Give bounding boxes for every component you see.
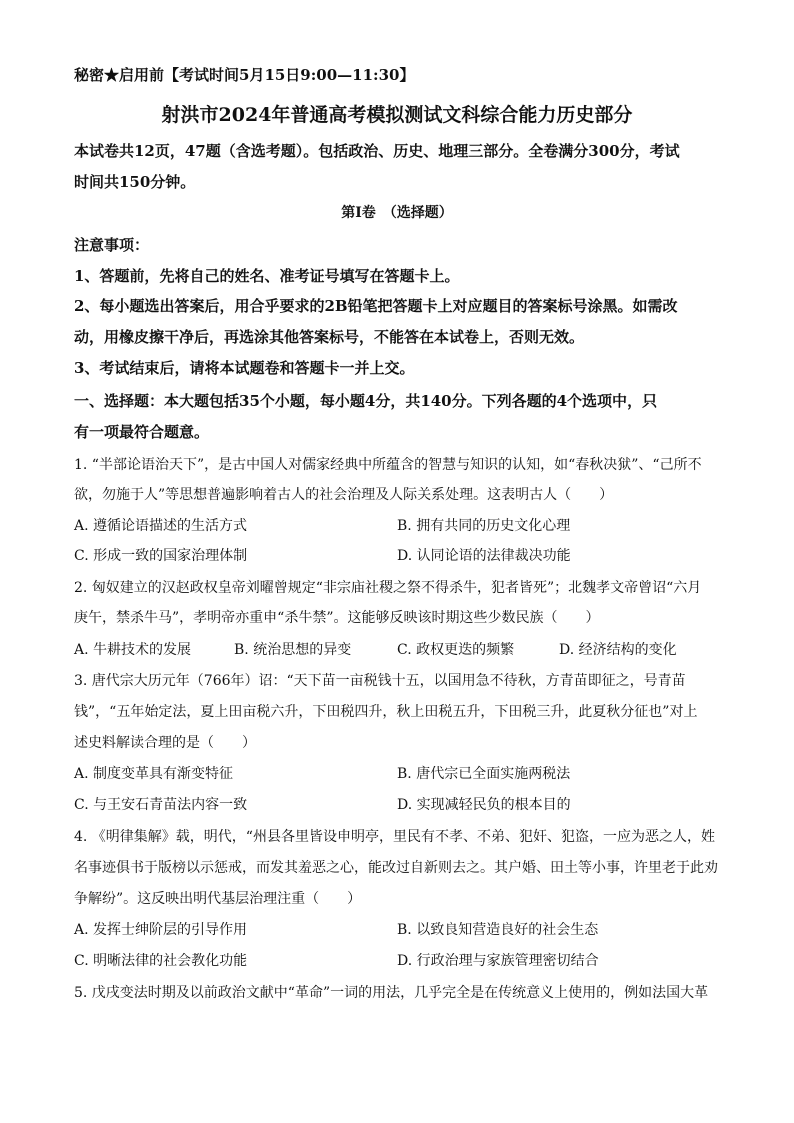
intro-line-2: 时间共150分钟。 [74, 173, 196, 191]
question-4-option-c: C. 明晰法律的社会教化功能 [74, 953, 248, 969]
section-title: 第Ⅰ卷 （选择题） [341, 205, 453, 221]
question-2-option-c: C. 政权更迭的频繁 [397, 642, 515, 658]
question-1-option-b: B. 拥有共同的历史文化心理 [397, 518, 571, 534]
intro-line-1: 本试卷共12页，47题（含选考题）。包括政治、历史、地理三部分。全卷满分300分，考试 [74, 142, 680, 160]
question-3-line-2: 钱”，“五年始定法，夏上田亩税六升，下田税四升，秋上田税五升，下田税三升，此夏秋分征也”对上 [74, 704, 698, 720]
question-4-option-b: B. 以致良知营造良好的社会生态 [397, 922, 599, 938]
question-2-line-1: 2. 匈奴建立的汉赵政权皇帝刘曜曾规定“非宗庙社稷之祭不得杀牛，犯者皆死”；北魏孝文帝曾诏“六月 [74, 580, 702, 596]
question-4-line-2: 名事迹俱书于版榜以示惩戒，而发其羞恶之心，能改过自新则去之。其户婚、田土等小事，许里老于此劝 [74, 860, 718, 876]
part1-instruction-line-1: 一、选择题：本大题包括35个小题，每小题4分，共140分。下列各题的4个选项中，只 [74, 392, 658, 410]
question-3-option-c: C. 与王安石青苗法内容一致 [74, 797, 248, 813]
question-3-option-d: D. 实现减轻民负的根本目的 [397, 797, 571, 813]
question-3-option-a: A. 制度变革具有渐变特征 [74, 766, 234, 782]
notice-item-3: 3、考试结束后，请将本试题卷和答题卡一并上交。 [74, 359, 415, 377]
question-2-option-a: A. 牛耕技术的发展 [74, 642, 192, 658]
question-2-option-d: D. 经济结构的变化 [559, 642, 677, 658]
question-1-option-d: D. 认同论语的法律裁决功能 [397, 548, 571, 564]
question-5-line-1: 5. 戊戌变法时期及以前政治文献中“革命”一词的用法，几乎完全是在传统意义上使用的，例如法国大革 [74, 985, 709, 1001]
notice-item-1: 1、答题前，先将自己的姓名、准考证号填写在答题卡上。 [74, 267, 460, 285]
question-3-line-1: 3. 唐代宗大历元年（766年）诏：“天下苗一亩税钱十五，以国用急不待秋，方青苗即征之，号青苗 [74, 673, 686, 689]
question-1-line-1: 1. “半部论语治天下”，是古中国人对儒家经典中所蕴含的智慧与知识的认知，如“春秋决狱”、“己所不 [74, 457, 702, 473]
page-title: 射洪市2024年普通高考模拟测试文科综合能力历史部分 [161, 104, 633, 126]
notice-heading: 注意事项： [74, 236, 150, 254]
notice-item-2-line-2: 动，用橡皮擦干净后，再选涂其他答案标号，不能答在本试卷上，否则无效。 [74, 328, 585, 346]
question-3-line-3: 述史料解读合理的是（ ） [74, 735, 256, 751]
question-4-option-d: D. 行政治理与家族管理密切结合 [397, 953, 599, 969]
notice-item-2-line-1: 2、每小题选出答案后，用合乎要求的2B铅笔把答题卡上对应题目的答案标号涂黑。如需改 [74, 297, 678, 315]
question-1-option-a: A. 遵循论语描述的生活方式 [74, 518, 248, 534]
question-3-option-b: B. 唐代宗已全面实施两税法 [397, 766, 571, 782]
question-1-line-2: 欲，勿施于人”等思想普遍影响着古人的社会治理及人际关系处理。这表明古人（ ） [74, 487, 614, 503]
confidential-header: 秘密★启用前【考试时间5月15日9:00—11:30】 [74, 66, 415, 84]
part1-instruction-line-2: 有一项最符合题意。 [74, 423, 210, 441]
question-2-option-b: B. 统治思想的异变 [234, 642, 352, 658]
question-4-option-a: A. 发挥士绅阶层的引导作用 [74, 922, 248, 938]
question-1-option-c: C. 形成一致的国家治理体制 [74, 548, 248, 564]
question-4-line-1: 4. 《明律集解》载，明代，“州县各里皆设申明亭，里民有不孝、不弟、犯奸、犯盗，一应为恶之人，姓 [74, 829, 715, 845]
question-2-line-2: 庚午，禁杀牛马”，孝明帝亦重申“杀牛禁”。这能够反映该时期这些少数民族（ ） [74, 610, 600, 626]
question-4-line-3: 争解纷”。这反映出明代基层治理注重（ ） [74, 891, 362, 907]
